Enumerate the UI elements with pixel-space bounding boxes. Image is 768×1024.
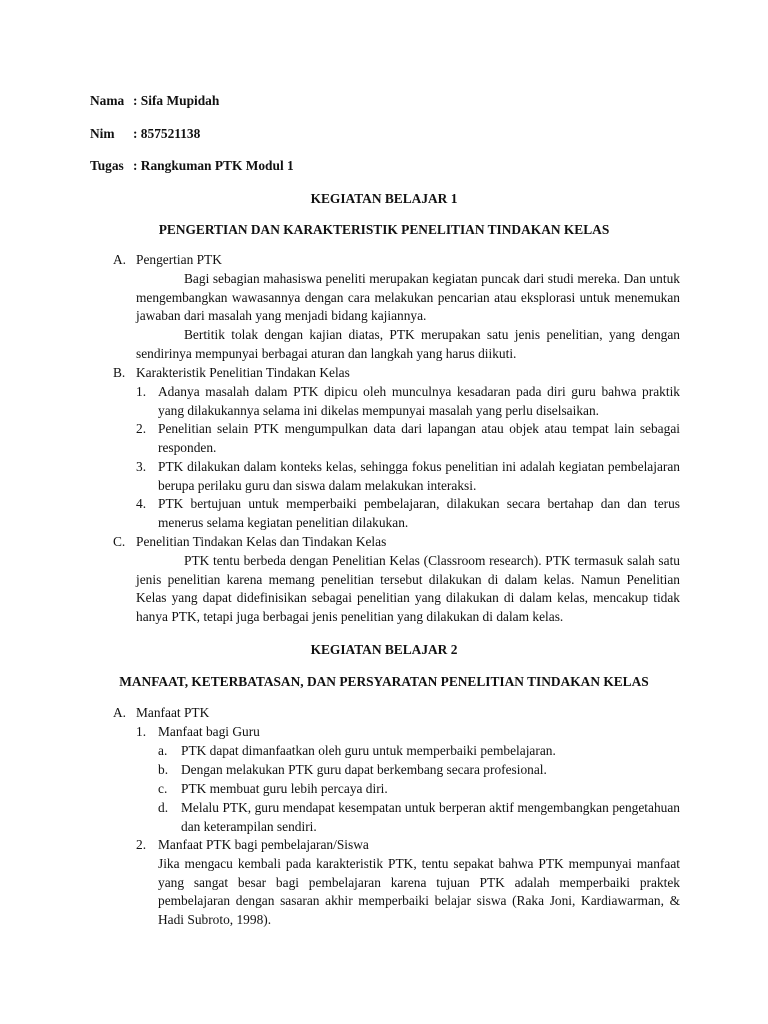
kb2-a-1-item-b-marker: b. xyxy=(158,762,169,777)
kb2-a-1-item-c: PTK membuat guru lebih percaya diri. xyxy=(181,781,388,796)
kb2-title: KEGIATAN BELAJAR 2 xyxy=(310,642,458,657)
kb1-c-marker: C. xyxy=(113,534,126,549)
kb2-a-1-item-d: Melalu PTK, guru mendapat kesempatan untuk berperan aktif mengembangkan pengetahuan dan keterampilan sendiri. xyxy=(181,800,680,834)
kb2-a-1-item-c-marker: c. xyxy=(158,781,168,796)
kb1-b-item-4: PTK bertujuan untuk memperbaiki pembelajaran, dilakukan secara bertahap dan dan terus menerus selama kegiatan penelitian dilakukan. xyxy=(158,496,680,530)
nim-value: : 857521138 xyxy=(133,126,201,141)
kb1-b-item-3-marker: 3. xyxy=(136,459,147,474)
kb2-a-1-label: Manfaat bagi Guru xyxy=(158,724,260,739)
kb1-b-label: Karakteristik Penelitian Tindakan Kelas xyxy=(136,365,350,380)
kb1-b-marker: B. xyxy=(113,365,126,380)
kb2-a-2-paragraph: Jika mengacu kembali pada karakteristik PTK, tentu sepakat bahwa PTK mempunyai manfaat yang sangat besar bagi pembelajaran karena tujuan PTK adalah memperbaiki praktek pembelajaran dengan sasaran akhir memperbaiki belajar siswa (Raka Joni, Kardiawarman, & Hadi Subroto, 1998). xyxy=(158,856,680,928)
kb2-a-2-marker: 2. xyxy=(136,837,147,852)
kb1-a-paragraph-1: Bagi sebagian mahasiswa peneliti merupakan kegiatan puncak dari studi mereka. Dan untuk mengembangkan wawasannya dengan cara melakukan pencarian atau eksplorasi untuk menemukan jawaban dari masalah yang menjadi bidang kajiannya. xyxy=(136,271,680,324)
kb1-b-item-1: Adanya masalah dalam PTK dipicu oleh munculnya kesadaran pada diri guru bahwa praktik yang dilakukannya selama ini dikelas mempunyai masalah yang perlu diselsaikan. xyxy=(158,384,680,418)
kb1-c-label: Penelitian Tindakan Kelas dan Tindakan Kelas xyxy=(136,534,387,549)
kb1-title: KEGIATAN BELAJAR 1 xyxy=(310,191,458,206)
kb2-subtitle: MANFAAT, KETERBATASAN, DAN PERSYARATAN PENELITIAN TINDAKAN KELAS xyxy=(119,674,649,689)
kb2-a-2-label: Manfaat PTK bagi pembelajaran/Siswa xyxy=(158,837,369,852)
kb2-a-1-item-b: Dengan melakukan PTK guru dapat berkembang secara profesional. xyxy=(181,762,547,777)
kb1-a-marker: A. xyxy=(113,252,127,267)
kb1-subtitle: PENGERTIAN DAN KARAKTERISTIK PENELITIAN TINDAKAN KELAS xyxy=(158,222,610,237)
kb1-b-item-3: PTK dilakukan dalam konteks kelas, sehingga fokus penelitian ini adalah kegiatan pembelajaran berupa perilaku guru dan siswa dalam melakukan interaksi. xyxy=(158,459,680,493)
kb1-b-item-4-marker: 4. xyxy=(136,496,147,511)
kb1-a-label: Pengertian PTK xyxy=(136,252,222,267)
kb1-c-paragraph: PTK tentu berbeda dengan Penelitian Kelas (Classroom research). PTK termasuk salah satu jenis penelitian karena memang penelitian tersebut dilakukan di dalam kelas. Namun Penelitian Kelas yang dapat didefinisikan sebagai penelitian yang dilakukan di dalam kelas, mencakup tidak hanya PTK, tetapi juga berbagai jenis penelitian yang dilakukan di dalam kelas. xyxy=(136,553,680,625)
kb2-a-1-item-d-marker: d. xyxy=(158,800,169,815)
nama-label: Nama xyxy=(90,93,125,108)
tugas-label: Tugas xyxy=(90,158,124,173)
kb1-b-item-2: Penelitian selain PTK mengumpulkan data dari lapangan atau objek atau tempat lain sebagai responden. xyxy=(158,421,680,455)
tugas-value: : Rangkuman PTK Modul 1 xyxy=(133,158,294,173)
kb2-a-1-item-a: PTK dapat dimanfaatkan oleh guru untuk memperbaiki pembelajaran. xyxy=(181,743,556,758)
kb2-a-1-marker: 1. xyxy=(136,724,147,739)
kb1-b-item-2-marker: 2. xyxy=(136,421,147,436)
kb2-a-1-item-a-marker: a. xyxy=(158,743,168,758)
nama-value: : Sifa Mupidah xyxy=(133,93,220,108)
kb1-a-paragraph-2: Bertitik tolak dengan kajian diatas, PTK merupakan satu jenis penelitian, yang dengan sendirinya mempunyai berbagai aturan dan langkah yang harus diikuti. xyxy=(136,327,680,361)
kb2-a-marker: A. xyxy=(113,705,127,720)
kb2-a-label: Manfaat PTK xyxy=(136,705,210,720)
nim-label: Nim xyxy=(90,126,115,141)
kb1-b-item-1-marker: 1. xyxy=(136,384,147,399)
